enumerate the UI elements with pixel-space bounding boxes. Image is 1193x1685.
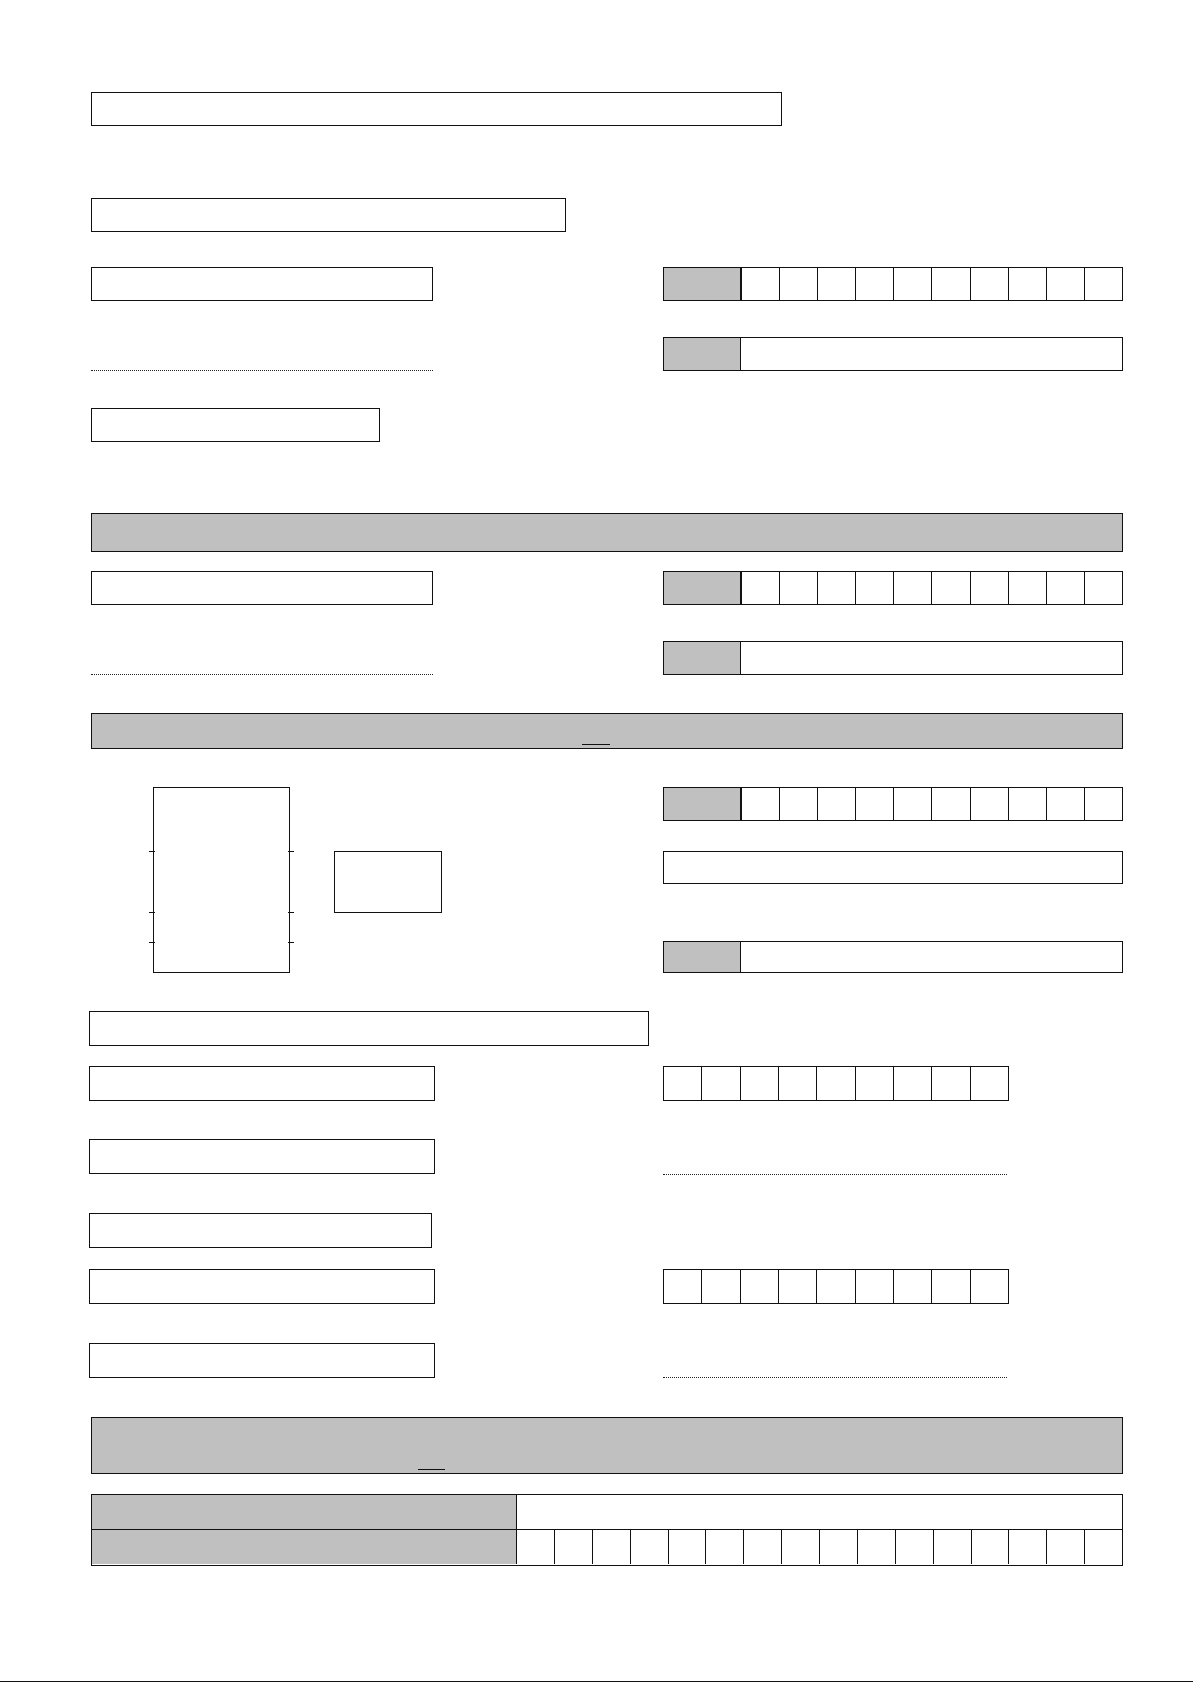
char-cell[interactable] <box>741 572 779 604</box>
char-cell[interactable] <box>971 1530 1009 1564</box>
table-row1-input[interactable] <box>517 1495 1122 1529</box>
char-cell[interactable] <box>893 572 931 604</box>
char-row-label <box>664 268 741 300</box>
char-cell[interactable] <box>664 1270 701 1303</box>
char-cell[interactable] <box>855 1270 893 1303</box>
char-cell[interactable] <box>1084 268 1122 300</box>
char-cell[interactable] <box>931 572 969 604</box>
table-row-label <box>92 1495 517 1529</box>
char-cell[interactable] <box>970 1067 1008 1100</box>
tall-box-tick <box>149 851 155 852</box>
table-row-label <box>92 1530 517 1564</box>
char-cell[interactable] <box>817 788 855 820</box>
char-cell[interactable] <box>779 572 817 604</box>
char-cell[interactable] <box>779 268 817 300</box>
char-row-b1[interactable] <box>663 571 1123 605</box>
underline-mark-1 <box>582 744 610 745</box>
small-box[interactable] <box>334 851 442 913</box>
section-bar-1 <box>91 513 1123 552</box>
char-cell[interactable] <box>893 1067 931 1100</box>
char-cell[interactable] <box>970 268 1008 300</box>
dotted-line-d2 <box>663 1377 1007 1378</box>
text-row-a1[interactable] <box>663 337 1123 371</box>
char-cell[interactable] <box>1046 268 1084 300</box>
field-a2[interactable] <box>91 408 380 442</box>
char-cell[interactable] <box>668 1530 706 1564</box>
field-c1[interactable] <box>663 851 1123 884</box>
char-cell[interactable] <box>781 1530 819 1564</box>
char-cell[interactable] <box>630 1530 668 1564</box>
char-cell[interactable] <box>817 268 855 300</box>
char-grid-d2[interactable] <box>663 1269 1009 1304</box>
char-row-a1[interactable] <box>663 267 1123 301</box>
char-cell[interactable] <box>740 1270 778 1303</box>
char-cell[interactable] <box>1046 572 1084 604</box>
char-cell[interactable] <box>1046 1530 1084 1564</box>
dotted-line-a1 <box>91 370 433 371</box>
dotted-line-d1 <box>663 1174 1007 1175</box>
char-cell[interactable] <box>893 268 931 300</box>
char-cell[interactable] <box>1008 1530 1046 1564</box>
char-cell[interactable] <box>664 1067 701 1100</box>
footer-rule <box>0 1681 1193 1682</box>
dotted-line-b1 <box>91 674 433 675</box>
underline-mark-2 <box>418 1469 445 1470</box>
char-cell[interactable] <box>931 268 969 300</box>
char-cell[interactable] <box>779 788 817 820</box>
char-cell[interactable] <box>1084 788 1122 820</box>
field-d-header[interactable] <box>89 1011 649 1046</box>
char-row-c1[interactable] <box>663 787 1123 821</box>
char-cell[interactable] <box>1084 1530 1122 1564</box>
char-row-label <box>664 572 741 604</box>
text-row-input[interactable] <box>741 942 1122 972</box>
tall-box-tick <box>288 912 294 913</box>
char-cell[interactable] <box>893 788 931 820</box>
char-cell[interactable] <box>1008 268 1046 300</box>
char-cell[interactable] <box>857 1530 895 1564</box>
text-row-b1[interactable] <box>663 641 1123 675</box>
title-field[interactable] <box>91 92 782 126</box>
text-row-input[interactable] <box>741 642 1122 674</box>
tall-box-tick <box>149 942 155 943</box>
char-cell[interactable] <box>816 1270 854 1303</box>
char-cell[interactable] <box>741 788 779 820</box>
char-cell[interactable] <box>1046 788 1084 820</box>
char-cell[interactable] <box>778 1270 816 1303</box>
char-cell[interactable] <box>1084 572 1122 604</box>
char-cell[interactable] <box>855 788 893 820</box>
table-row <box>92 1529 1122 1564</box>
char-cell[interactable] <box>517 1530 554 1564</box>
char-row-label <box>664 788 741 820</box>
tall-box-tick <box>149 912 155 913</box>
field-d3[interactable] <box>89 1213 432 1248</box>
char-cell[interactable] <box>970 788 1008 820</box>
text-row-label <box>664 942 741 972</box>
field-d1[interactable] <box>89 1066 435 1101</box>
table-row <box>92 1495 1122 1529</box>
char-cell[interactable] <box>970 572 1008 604</box>
char-cell[interactable] <box>893 1270 931 1303</box>
subtitle-field[interactable] <box>91 198 566 232</box>
char-cell[interactable] <box>931 1270 969 1303</box>
char-cell[interactable] <box>701 1270 739 1303</box>
char-cell[interactable] <box>778 1067 816 1100</box>
char-cell[interactable] <box>895 1530 933 1564</box>
table-row2-cells <box>517 1530 1122 1564</box>
char-cell[interactable] <box>592 1530 630 1564</box>
field-b1[interactable] <box>91 571 433 605</box>
char-cell[interactable] <box>1008 788 1046 820</box>
char-cell[interactable] <box>705 1530 743 1564</box>
text-row-c1[interactable] <box>663 941 1123 973</box>
field-d4[interactable] <box>89 1269 435 1304</box>
text-row-input[interactable] <box>741 338 1122 370</box>
char-cell[interactable] <box>931 788 969 820</box>
char-cell[interactable] <box>741 268 779 300</box>
bottom-table <box>91 1494 1123 1566</box>
field-d5[interactable] <box>89 1343 435 1378</box>
char-cell[interactable] <box>933 1530 971 1564</box>
field-d2[interactable] <box>89 1139 435 1174</box>
tall-box-tick <box>288 942 294 943</box>
text-row-label <box>664 338 741 370</box>
tall-box-tick <box>288 851 294 852</box>
char-cell[interactable] <box>816 1067 854 1100</box>
char-cell[interactable] <box>743 1530 781 1564</box>
char-cell[interactable] <box>931 1067 969 1100</box>
text-row-label <box>664 642 741 674</box>
tall-box[interactable] <box>153 787 290 973</box>
char-cell[interactable] <box>817 572 855 604</box>
char-cell[interactable] <box>819 1530 857 1564</box>
char-cell[interactable] <box>855 572 893 604</box>
char-grid-d1[interactable] <box>663 1066 1009 1101</box>
field-a1[interactable] <box>91 267 433 301</box>
char-cell[interactable] <box>554 1530 592 1564</box>
char-cell[interactable] <box>970 1270 1008 1303</box>
char-cell[interactable] <box>701 1067 739 1100</box>
char-cell[interactable] <box>1008 572 1046 604</box>
section-bar-3 <box>91 1417 1123 1474</box>
char-cell[interactable] <box>855 268 893 300</box>
char-cell[interactable] <box>740 1067 778 1100</box>
char-cell[interactable] <box>855 1067 893 1100</box>
